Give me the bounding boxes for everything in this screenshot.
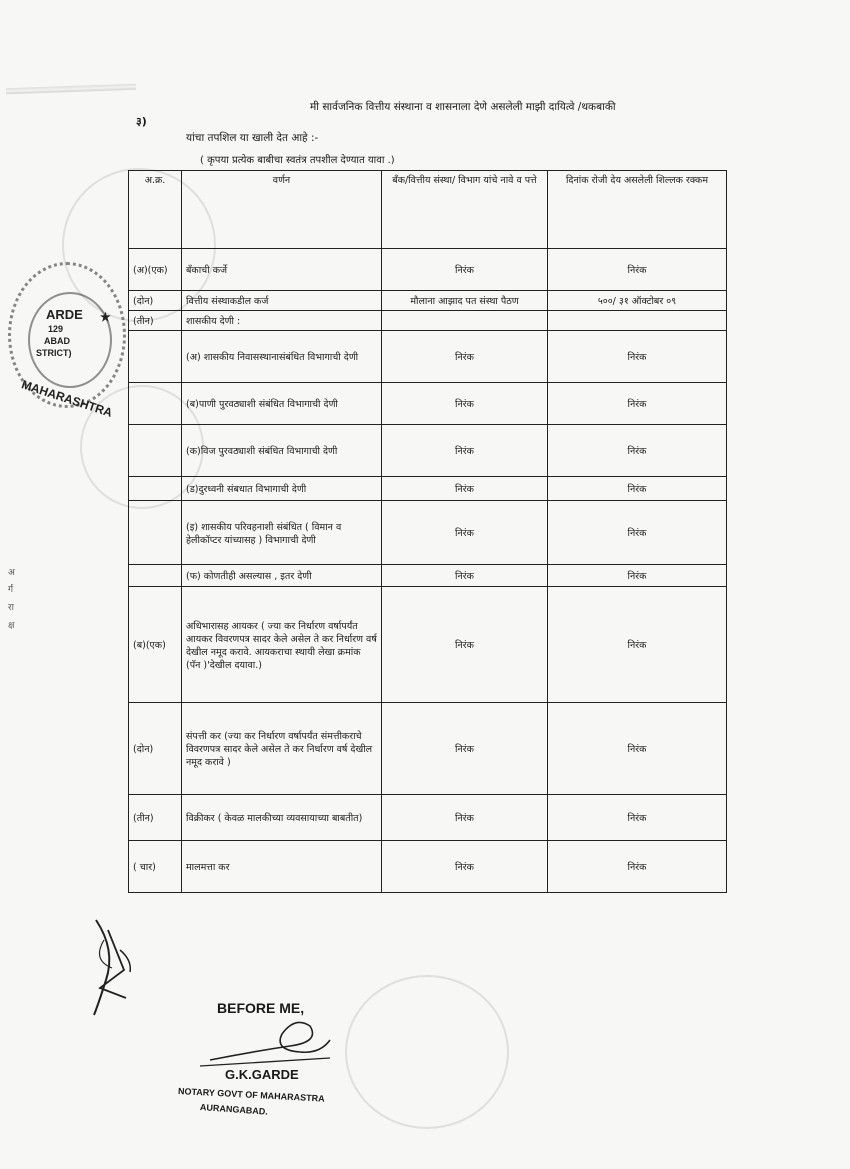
cell-institution <box>382 311 548 331</box>
cell-institution: निरंक <box>382 565 548 587</box>
cell-amount: निरंक <box>548 331 727 383</box>
header-institution: बँक/वित्तीय संस्था/ विभाग यांचे नावे व पत्ते <box>382 171 548 249</box>
cell-amount: निरंक <box>548 703 727 795</box>
table-row <box>129 703 727 795</box>
cell-amount: निरंक <box>548 587 727 703</box>
cell-institution: निरंक <box>382 501 548 565</box>
cell-institution: निरंक <box>382 795 548 841</box>
cell-sr: (ब)(एक) <box>129 587 182 703</box>
cell-description: संपत्ती कर (ज्या कर निर्धारण वर्षापर्यंत संमत्तीकराचे विवरणपत्र सादर केले असेल ते कर निर्धारण वर्ष देखील नमूद करावे ) <box>182 703 382 795</box>
table-row <box>129 795 727 841</box>
cell-amount: निरंक <box>548 795 727 841</box>
cell-sr: (तीन) <box>129 795 182 841</box>
stamp-text-line1: ARDE <box>46 307 83 322</box>
cell-institution: निरंक <box>382 331 548 383</box>
cell-amount: निरंक <box>548 249 727 291</box>
table-row <box>129 249 727 291</box>
cell-institution: निरंक <box>382 841 548 893</box>
cell-description: वित्तीय संस्थाकडील कर्ज <box>182 291 382 311</box>
table-row <box>129 425 727 477</box>
header-sr: अ.क्र. <box>129 171 182 249</box>
table-header-row <box>129 171 727 249</box>
cell-description: अधिभारासह आयकर ( ज्या कर निर्धारण वर्षापर्यंत आयकर विवरणपत्र सादर केले असेल ते कर निर्धारण वर्ष देखील नमूद करावे. आयकराचा स्थायी लेखा क्रमांक (पॅन )'देखील दयावा.) <box>182 587 382 703</box>
cell-amount: निरंक <box>548 841 727 893</box>
cell-sr: ( चार) <box>129 841 182 893</box>
signature-mark <box>86 910 146 1020</box>
margin-mark: र्ग <box>8 585 14 595</box>
liabilities-table <box>128 170 727 893</box>
cell-institution: निरंक <box>382 587 548 703</box>
cell-amount: निरंक <box>548 501 727 565</box>
cell-amount: निरंक <box>548 565 727 587</box>
cell-description: (अ) शासकीय निवासस्थानासंबंधित विभागाची देणी <box>182 331 382 383</box>
cell-institution: निरंक <box>382 383 548 425</box>
notary-title: NOTARY GOVT OF MAHARASTRA <box>177 1086 325 1104</box>
cell-amount <box>548 311 727 331</box>
cell-sr <box>129 501 182 565</box>
cell-institution: निरंक <box>382 249 548 291</box>
table-row <box>129 331 727 383</box>
cell-description: बँकाची कर्जे <box>182 249 382 291</box>
table-row <box>129 311 727 331</box>
notary-name: G.K.GARDE <box>225 1067 299 1082</box>
header-description: वर्णन <box>182 171 382 249</box>
cell-institution: मौलाना आझाद पत संस्था पैठण <box>382 291 548 311</box>
page-number: ३) <box>136 115 147 128</box>
cell-sr <box>129 565 182 587</box>
cell-description: (ड)दुरध्वनी संबधात विभागाची देणी <box>182 477 382 501</box>
page-heading: मी सार्वजनिक वित्तीय संस्थाना व शासनाला देणे असलेली माझी दायित्वे /थकबाकी <box>310 101 616 113</box>
cell-sr <box>129 383 182 425</box>
cell-institution: निरंक <box>382 477 548 501</box>
margin-mark: क्ष <box>8 621 15 631</box>
cell-description: (फ) कोणतीही असल्यास , इतर देणी <box>182 565 382 587</box>
faint-stamp-bottom <box>345 975 509 1129</box>
cell-sr: (दोन) <box>129 291 182 311</box>
margin-mark: रा <box>8 603 15 613</box>
cell-description: (ब)पाणी पुरवठ्याशी संबंधित विभागाची देणी <box>182 383 382 425</box>
cell-description: (इ) शासकीय परिवहनाशी संबंधित ( विमान व हेलीकॉप्टर यांच्यासह ) विभागाची देणी <box>182 501 382 565</box>
table-row <box>129 477 727 501</box>
cell-sr <box>129 425 182 477</box>
table-row <box>129 501 727 565</box>
notary-place: AURANGABAD. <box>199 1102 269 1117</box>
stamp-text-line2: 129 <box>48 324 64 334</box>
cell-amount: ५००/ ३१ ऑक्टोबर ०९ <box>548 291 727 311</box>
cell-sr: (अ)(एक) <box>129 249 182 291</box>
cell-amount: निरंक <box>548 477 727 501</box>
cell-description: मालमत्ता कर <box>182 841 382 893</box>
stamp-text-arc: MAHARASHTRA <box>19 377 115 420</box>
stamp-star-icon: ★ <box>100 310 111 324</box>
before-me-text: BEFORE ME, <box>217 1000 305 1016</box>
cell-sr <box>129 477 182 501</box>
cell-sr <box>129 331 182 383</box>
cell-description: विक्रीकर ( केवळ मालकीच्या व्यवसायाच्या बाबतीत) <box>182 795 382 841</box>
header-amount: दिनांक रोजी देय असलेली शिल्लक रक्कम <box>548 171 727 249</box>
margin-mark: अ <box>8 568 15 578</box>
stamp-text-line4: STRICT) <box>36 348 72 358</box>
scan-fold-line <box>6 84 136 95</box>
cell-amount: निरंक <box>548 425 727 477</box>
cell-sr: (तीन) <box>129 311 182 331</box>
cell-institution: निरंक <box>382 703 548 795</box>
cell-institution: निरंक <box>382 425 548 477</box>
cell-amount: निरंक <box>548 383 727 425</box>
notary-signature <box>190 1012 340 1072</box>
cell-sr: (दोन) <box>129 703 182 795</box>
table-row <box>129 841 727 893</box>
page-subheading: यांचा तपशिल या खाली देत आहे :- <box>186 132 319 144</box>
table-row <box>129 291 727 311</box>
table-row <box>129 587 727 703</box>
cell-description: (क)विज पुरवठ्याशी संबंधित विभागाची देणी <box>182 425 382 477</box>
cell-description: शासकीय देणी : <box>182 311 382 331</box>
page-note: ( कृपया प्रत्येक बाबीचा स्वतंत्र तपशील देण्यात यावा .) <box>200 155 395 166</box>
table-row <box>129 565 727 587</box>
stamp-text-line3: ABAD <box>44 336 70 346</box>
table-row <box>129 383 727 425</box>
